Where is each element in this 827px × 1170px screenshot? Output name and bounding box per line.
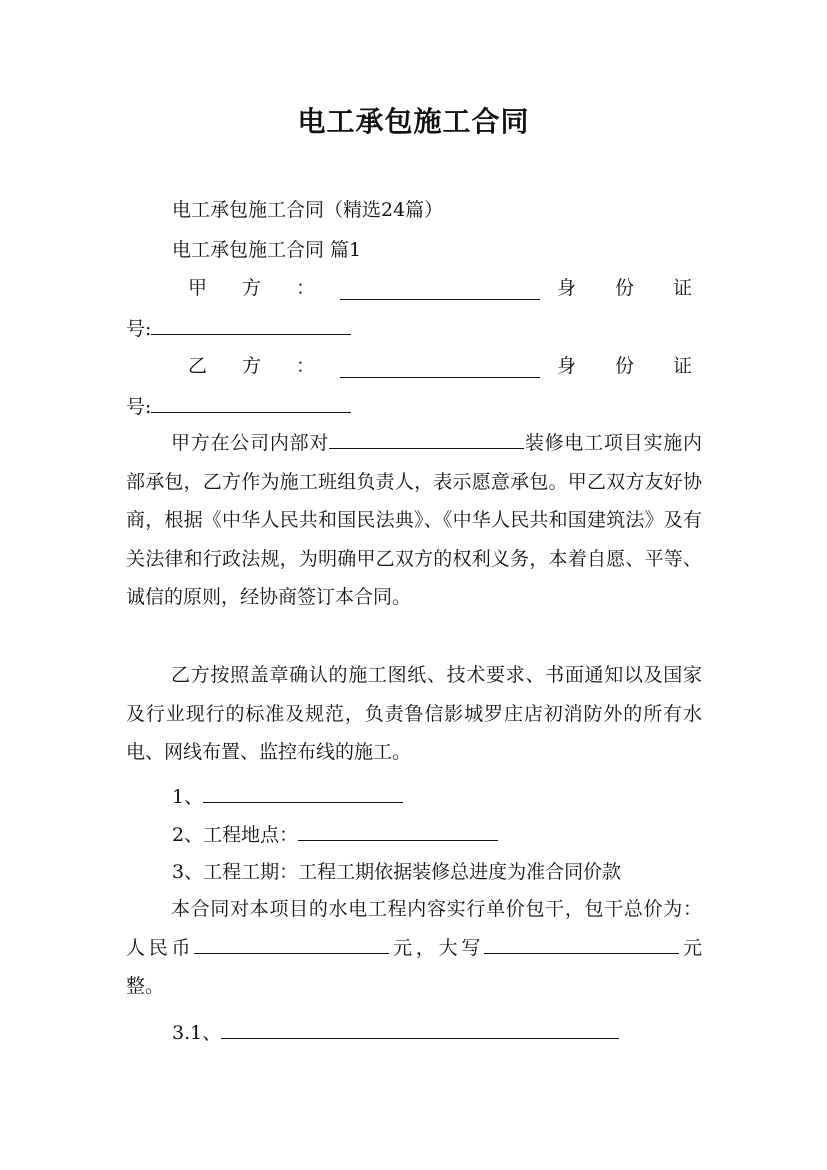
party-b-id-row — [126, 394, 351, 419]
price-uppercase-blank — [484, 935, 679, 954]
item-3: 3、工程工期：工程工期依据装修总进度为准合同价款 — [172, 861, 622, 883]
item-3-1-blank — [221, 1020, 619, 1039]
party-a-id-label-tail: 号: — [126, 318, 152, 340]
party-a-id-row — [126, 316, 351, 341]
party-b-id-blank — [151, 394, 351, 413]
item-1-label: 1、 — [172, 786, 204, 808]
paragraph-scope — [126, 424, 702, 617]
paragraph-price-lead: 本合同对本项目的水电工程内容实行单价包干，包干总价为：人民币 — [126, 898, 702, 959]
subtitle: 电工承包施工合同（精选24篇） — [172, 199, 444, 221]
item-3-1 — [172, 1020, 619, 1045]
party-a-id-blank — [151, 316, 351, 335]
item-2-label: 2、工程地点： — [172, 824, 299, 846]
item-1-blank — [203, 784, 403, 803]
price-end: 元整。 — [126, 936, 702, 998]
party-b-blank — [340, 359, 540, 378]
party-a-id-label: 身 份 证 — [556, 277, 702, 299]
party-b-label: 乙 方 ： — [187, 355, 323, 377]
party-a-row — [126, 276, 702, 300]
item-1 — [172, 784, 403, 809]
price-blank — [194, 935, 389, 954]
party-b-id-label-tail: 号: — [126, 396, 152, 418]
paragraph-scope-lead: 甲方在公司内部对 — [171, 432, 330, 454]
party-a-blank — [340, 281, 540, 300]
paragraph-responsibility: 乙方按照盖章确认的施工图纸、技术要求、书面通知以及国家及行业现行的标准及规范，负责鲁信影城罗庄店初消防外的所有水电、网线布置、监控布线的施工。 — [126, 664, 702, 764]
paragraph-scope-rest: 装修电工项目实施内部承包，乙方作为施工班组负责人，表示愿意承包。甲乙双方友好协商，根据《中华人民共和国民法典》、《中华人民共和国建筑法》及有关法律和行政法规，为明确甲乙双方的权利义务，本着自愿、平等、诚信的原则，经协商签订本合同。 — [126, 432, 702, 609]
project-blank — [329, 430, 524, 449]
party-b-row — [126, 354, 702, 378]
item-2 — [172, 822, 498, 847]
paragraph-price — [126, 890, 702, 1006]
party-b-id-label: 身 份 证 — [556, 355, 702, 377]
chapter-heading: 电工承包施工合同 篇1 — [172, 239, 362, 261]
document-title: 电工承包施工合同 — [297, 105, 530, 138]
location-blank — [298, 822, 498, 841]
party-a-label: 甲 方 ： — [187, 277, 323, 299]
item-3-1-label: 3.1、 — [172, 1022, 222, 1044]
price-unit: 元，大写 — [389, 936, 485, 959]
